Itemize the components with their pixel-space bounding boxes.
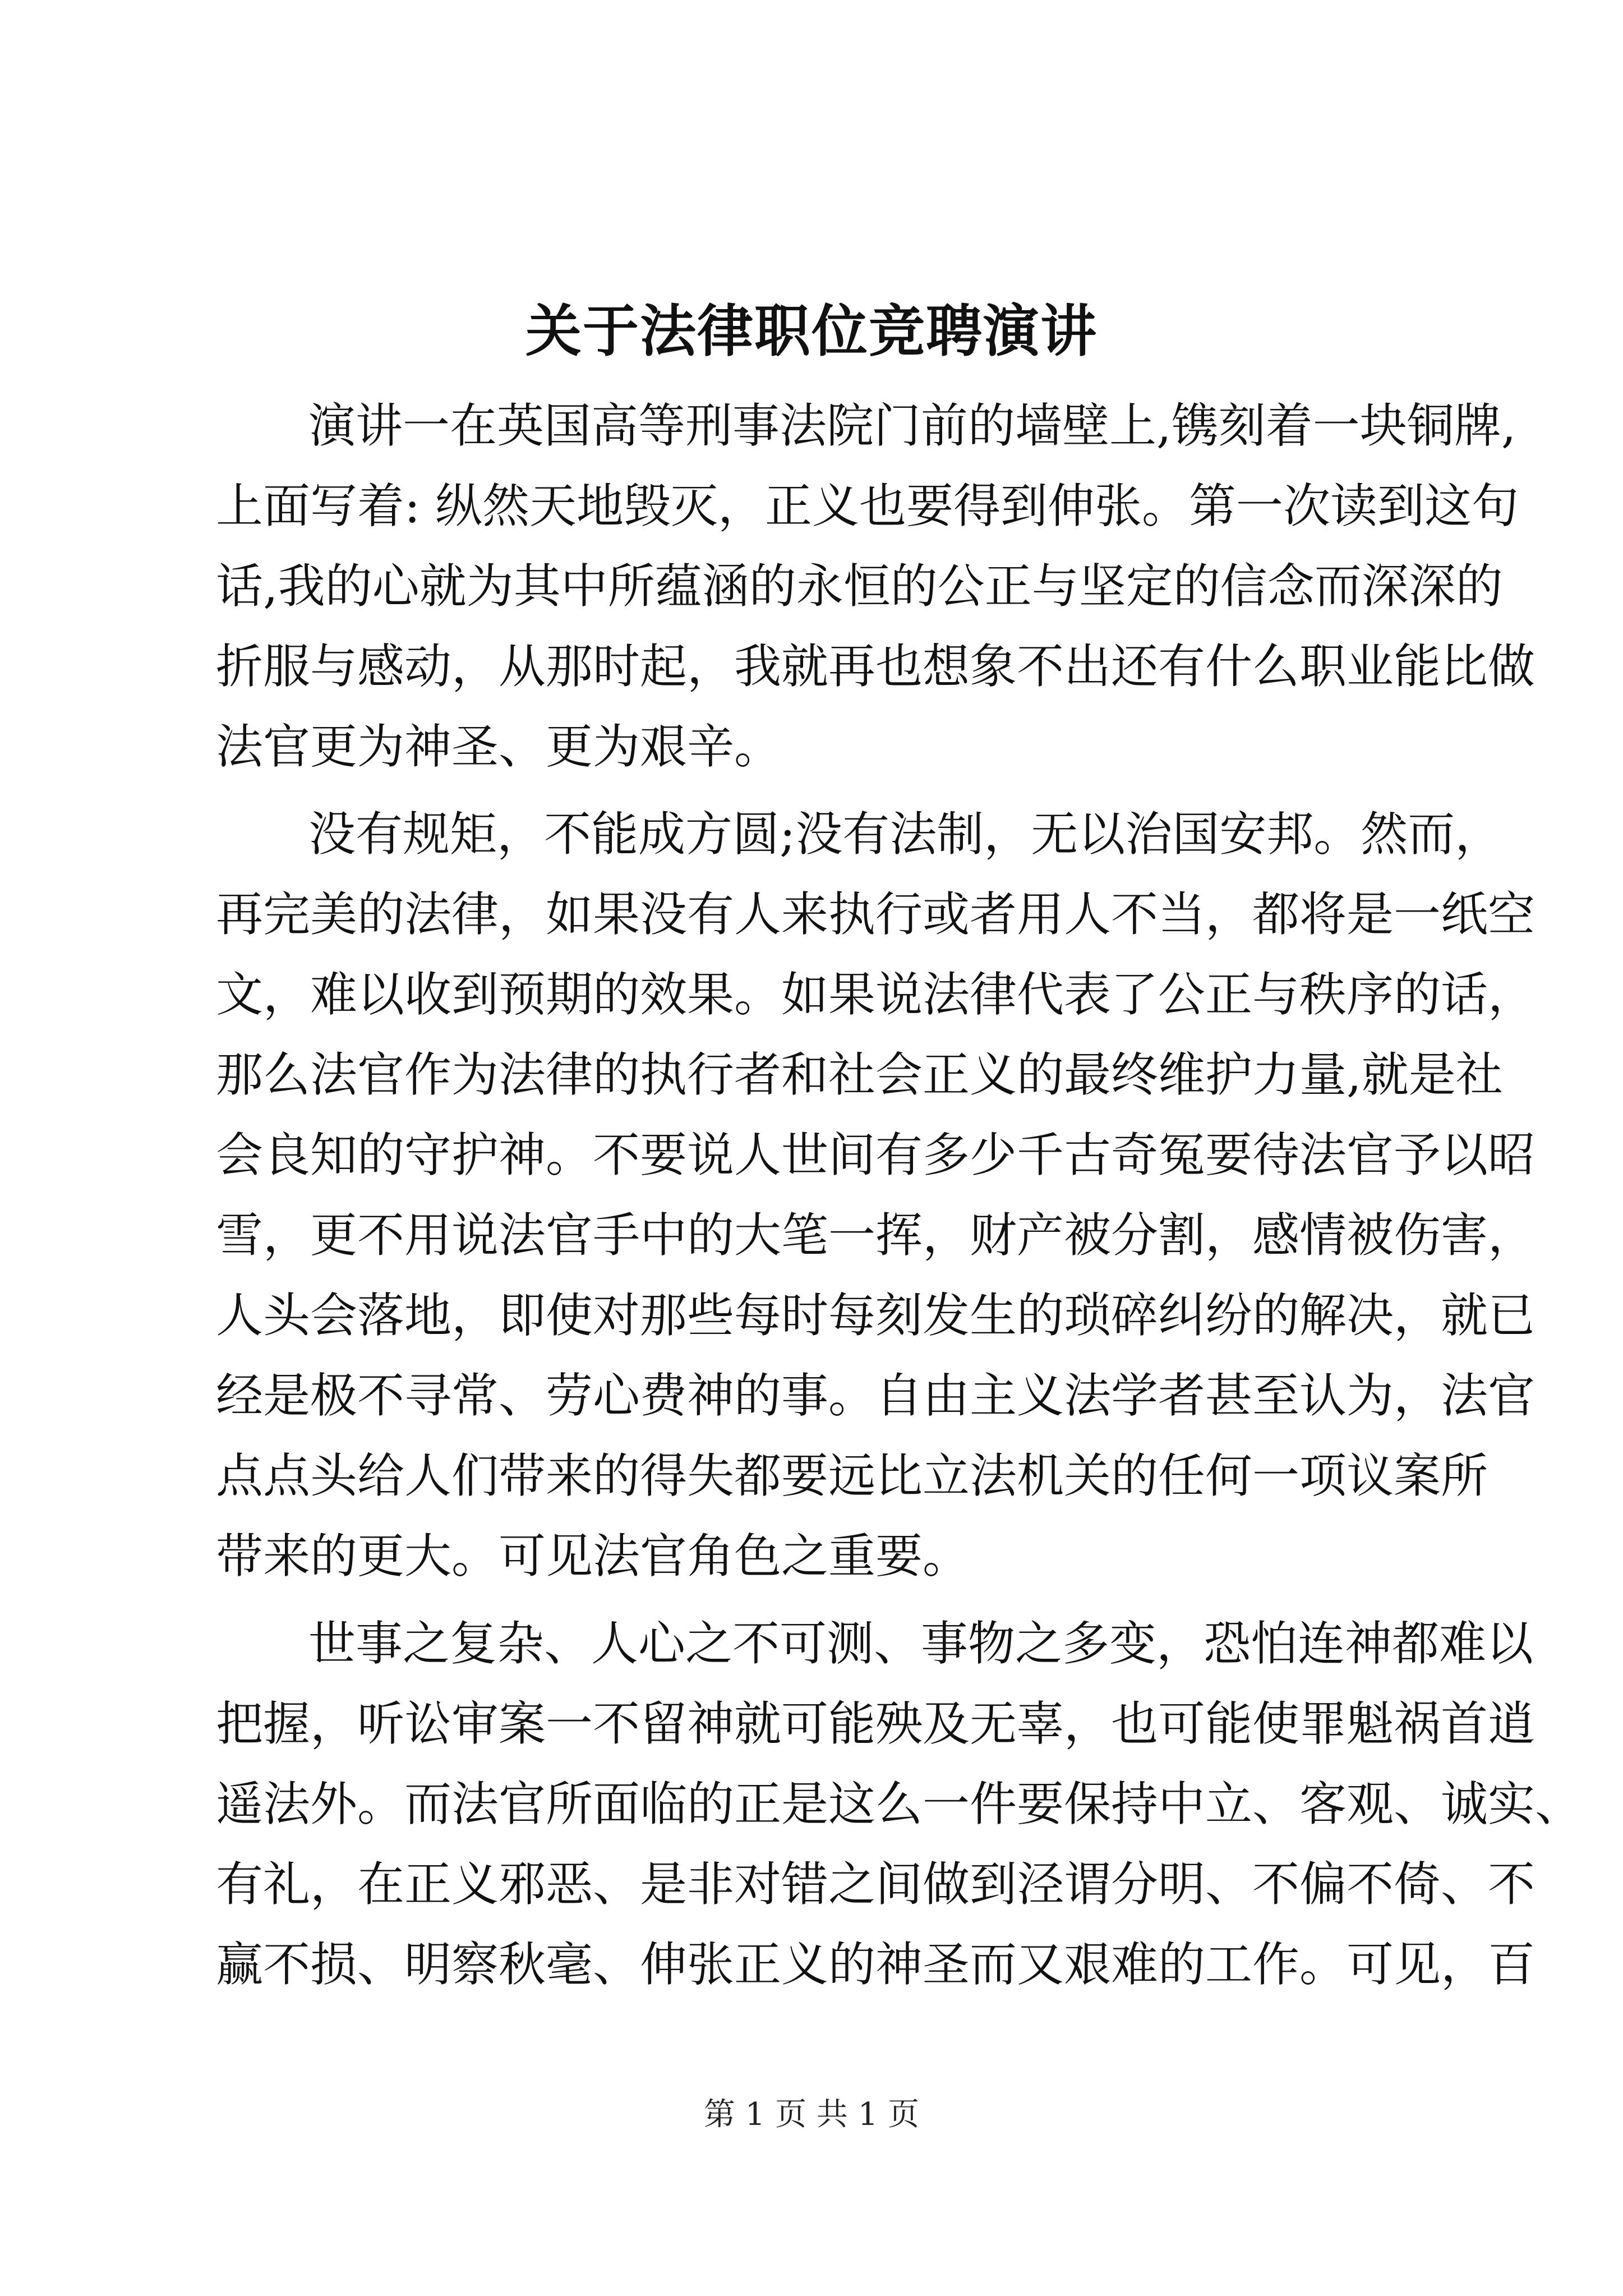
paragraph-line: 再完美的法律，如果没有人来执行或者用人不当，都将是一纸空 <box>216 887 1536 942</box>
paragraph-line: 人头会落地，即使对那些每时每刻发生的琐碎纠纷的解决，就已 <box>216 1288 1536 1343</box>
paragraph-line: 演讲一在英国高等刑事法院门前的墙壁上,镌刻着一块铜牌, <box>308 398 1516 453</box>
paragraph-line: 上面写着: 纵然天地毁灭，正义也要得到伸张。第一次读到这句 <box>216 478 1519 533</box>
paragraph-line: 有礼，在正义邪恶、是非对错之间做到泾谓分明、不偏不倚、不 <box>216 1857 1536 1912</box>
paragraph-line: 话,我的心就为其中所蕴涵的永恒的公正与坚定的信念而深深的 <box>216 559 1503 614</box>
document-title: 关于法律职位竞聘演讲 <box>525 298 1098 364</box>
paragraph-line: 会良知的守护神。不要说人世间有多少千古奇冤要待法官予以昭 <box>216 1128 1536 1182</box>
paragraph-line: 把握，听讼审案一不留神就可能殃及无辜，也可能使罪魁祸首逍 <box>216 1696 1536 1751</box>
paragraph-line: 那么法官作为法律的执行者和社会正义的最终维护力量,就是社 <box>216 1047 1503 1102</box>
paragraph-line: 世事之复杂、人心之不可测、事物之多变，恐怕连神都难以 <box>308 1616 1534 1671</box>
paragraph-line: 没有规矩，不能成方圆;没有法制，无以治国安邦。然而， <box>308 807 1502 862</box>
paragraph-line: 文，难以收到预期的效果。如果说法律代表了公正与秩序的话， <box>216 967 1536 1022</box>
paragraph-line: 赢不损、明察秋毫、伸张正义的神圣而又艰难的工作。可见，百 <box>216 1937 1536 1992</box>
paragraph-line: 经是极不寻常、劳心费神的事。自由主义法学者甚至认为，法官 <box>216 1368 1536 1423</box>
page-footer: 第 1 页 共 1 页 <box>703 2096 920 2133</box>
paragraph-line: 遥法外。而法官所面临的正是这么一件要保持中立、客观、诚实、 <box>216 1777 1583 1832</box>
paragraph-line: 折服与感动，从那时起，我就再也想象不出还有什么职业能比做 <box>216 639 1536 694</box>
paragraph-line: 带来的更大。可见法官角色之重要。 <box>216 1529 970 1584</box>
paragraph-line: 点点头给人们带来的得失都要远比立法机关的任何一项议案所 <box>216 1448 1488 1503</box>
paragraph-line: 雪，更不用说法官手中的大笔一挥，财产被分割，感情被伤害， <box>216 1208 1536 1263</box>
paragraph-line: 法官更为神圣、更为艰辛。 <box>216 719 782 774</box>
